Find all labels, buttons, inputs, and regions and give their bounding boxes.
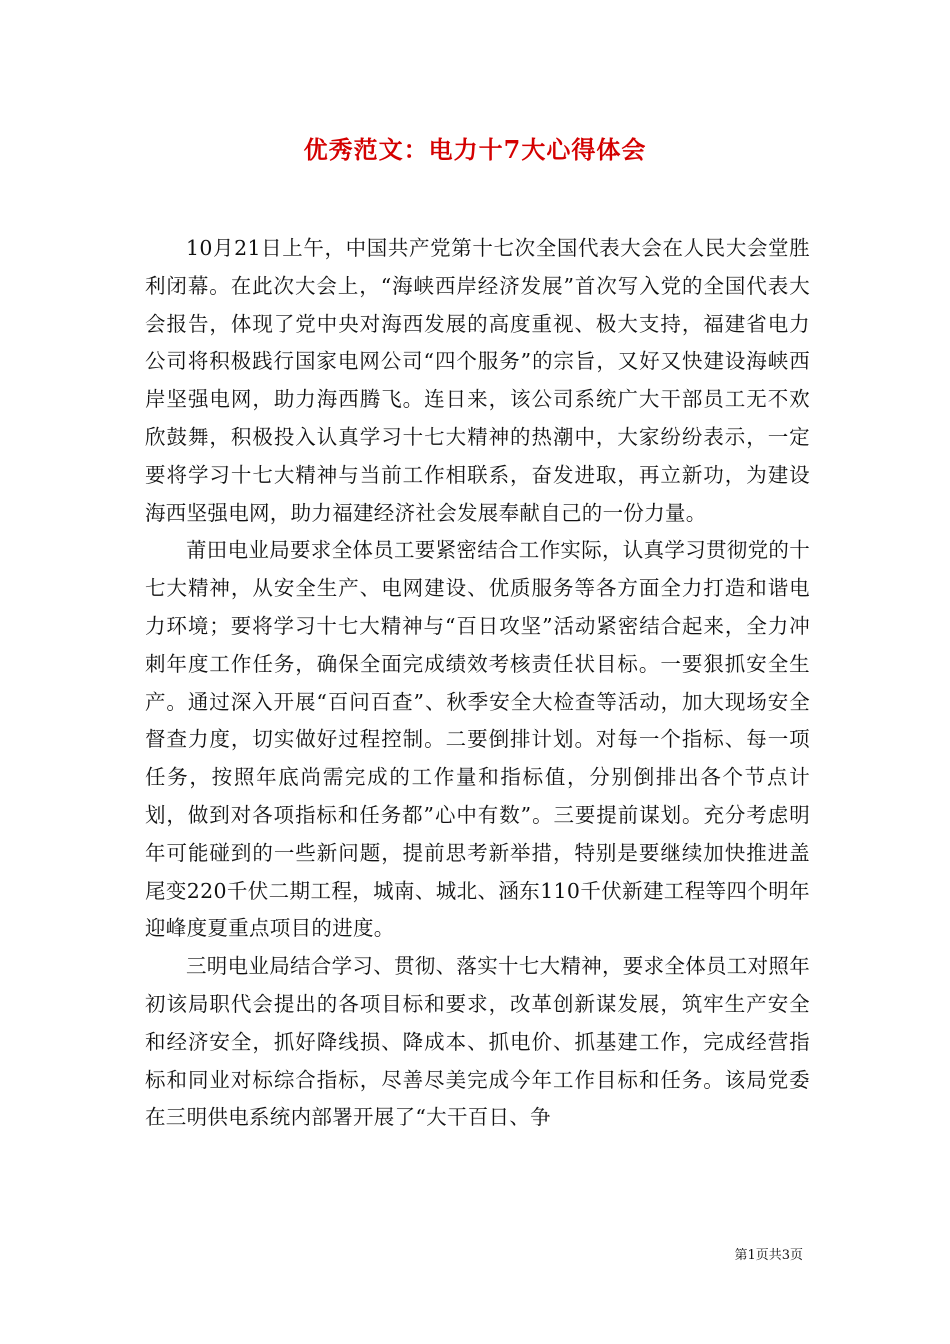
- paragraph: 10月21日上午，中国共产党第十七次全国代表大会在人民大会堂胜利闭幕。在此次大会上，“海峡西岸经济发展”首次写入党的全国代表大会报告，体现了党中央对海西发展的高度重视、极大支持，福建省电力公司将积极践行国家电网公司“四个服务”的宗旨，又好又快建设海峡西岸坚强电网，助力海西腾飞。连日来，该公司系统广大干部员工无不欢欣鼓舞，积极投入认真学习十七大精神的热潮中，大家纷纷表示，一定要将学习十七大精神与当前工作相联系，奋发进取，再立新功，为建设海西坚强电网，助力福建经济社会发展奉献自己的一份力量。: [145, 236, 810, 525]
- document-title: 优秀范文：电力十7大心得体会: [303, 135, 647, 164]
- page-number: 第1页共3页: [734, 1248, 803, 1263]
- paragraph: 莆田电业局要求全体员工要紧密结合工作实际，认真学习贯彻党的十七大精神，从安全生产、电网建设、优质服务等各方面全力打造和谐电力环境；要将学习十七大精神与“百日攻坚”活动紧密结合起来，全力冲刺年度工作任务，确保全面完成绩效考核责任状目标。一要狠抓安全生产。通过深入开展“百问百查”、秋季安全大检查等活动，加大现场安全督查力度，切实做好过程控制。二要倒排计划。对每一个指标、每一项任务，按照年底尚需完成的工作量和指标值，分别倒排出各个节点计划，做到对各项指标和任务都”心中有数”。三要提前谋划。充分考虑明年可能碰到的一些新问题，提前思考新举措，特别是要继续加快推进盖尾变220千伏二期工程，城南、城北、涵东110千伏新建工程等四个明年迎峰度夏重点项目的进度。: [145, 538, 810, 941]
- document-body: [145, 230, 810, 1137]
- paragraph: 三明电业局结合学习、贯彻、落实十七大精神，要求全体员工对照年初该局职代会提出的各项目标和要求，改革创新谋发展，筑牢生产安全和经济安全，抓好降线损、降成本、抓电价、抓基建工作，完成经营指标和同业对标综合指标，尽善尽美完成今年工作目标和任务。该局党委在三明供电系统内部署开展了“大干百日、争: [145, 954, 810, 1130]
